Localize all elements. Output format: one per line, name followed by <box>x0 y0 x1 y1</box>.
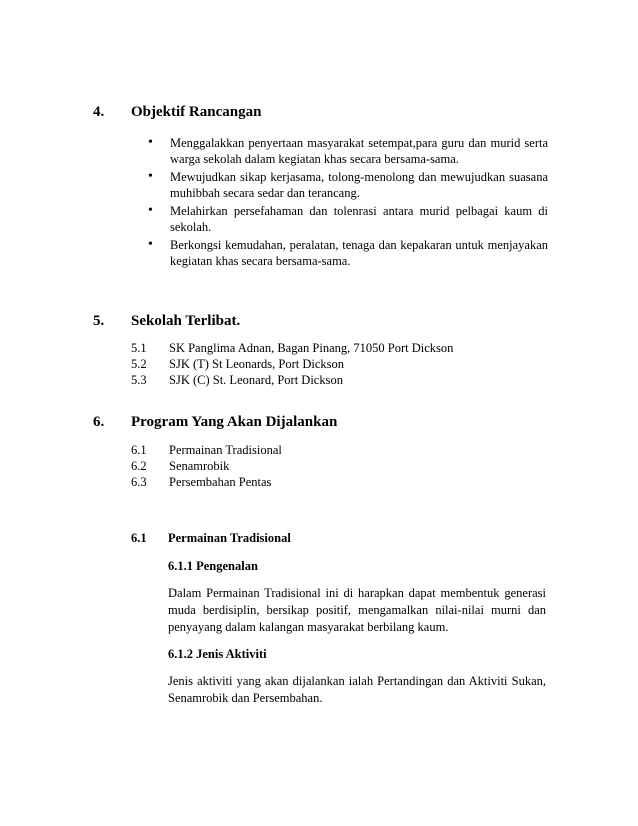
list-item <box>131 442 282 458</box>
item-text: Permainan Tradisional <box>169 443 282 457</box>
programs-list <box>131 442 282 490</box>
pengenalan-heading: 6.1.1 Pengenalan <box>168 559 258 573</box>
item-number: 5.1 <box>131 341 147 355</box>
item-number: 6.2 <box>131 459 147 473</box>
section-4-number: 4. <box>93 104 105 120</box>
bullet-icon: • <box>148 135 153 150</box>
list-item <box>148 135 548 167</box>
list-item <box>131 372 453 388</box>
item-number: 6.3 <box>131 475 147 489</box>
item-number: 6.1 <box>131 443 147 457</box>
jenis-aktiviti-paragraph: Jenis aktiviti yang akan dijalankan ialah Pertandingan dan Aktiviti Sukan, Senamrobik dan Persembahan. <box>168 674 546 705</box>
list-item <box>148 203 548 235</box>
item-number: 5.2 <box>131 357 147 371</box>
list-item <box>148 169 548 201</box>
objective-text: Mewujudkan sikap kerjasama, tolong-menolong dan mewujudkan suasana muhibbah secara sedar dan terancang. <box>170 170 548 200</box>
list-item <box>148 237 548 269</box>
item-text: Senamrobik <box>169 459 230 473</box>
section-6-number: 6. <box>93 414 105 430</box>
section-5-title: Sekolah Terlibat. <box>131 313 241 329</box>
bullet-icon: • <box>148 203 153 218</box>
list-item <box>131 458 282 474</box>
section-6-title: Program Yang Akan Dijalankan <box>131 414 338 430</box>
item-text: Persembahan Pentas <box>169 475 272 489</box>
section-5-number: 5. <box>93 313 105 329</box>
item-number: 5.3 <box>131 373 147 387</box>
bullet-icon: • <box>148 169 153 184</box>
objective-text: Melahirkan persefahaman dan tolenrasi antara murid pelbagai kaum di sekolah. <box>170 204 548 234</box>
item-text: SJK (C) St. Leonard, Port Dickson <box>169 373 343 387</box>
list-item <box>131 340 453 356</box>
list-item <box>131 474 282 490</box>
list-item <box>131 356 453 372</box>
section-4-title: Objektif Rancangan <box>131 104 262 120</box>
objectives-list <box>148 135 548 271</box>
objective-text: Menggalakkan penyertaan masyarakat setempat,para guru dan murid serta warga sekolah dalam kegiatan khas secara bersama-sama. <box>170 136 548 166</box>
objective-text: Berkongsi kemudahan, peralatan, tenaga dan kepakaran untuk menjayakan kegiatan khas secara bersama-sama. <box>170 238 548 268</box>
item-text: SK Panglima Adnan, Bagan Pinang, 71050 Port Dickson <box>169 341 454 355</box>
schools-list <box>131 340 453 388</box>
subsection-title: Permainan Tradisional <box>168 531 291 545</box>
jenis-aktiviti-heading: 6.1.2 Jenis Aktiviti <box>168 647 267 661</box>
pengenalan-paragraph: Dalam Permainan Tradisional ini di harapkan dapat membentuk generasi muda berdisiplin, bersikap positif, mengamalkan nilai-nilai murni dan penyayang dalam kalangan masyarakat berbilang kaum. <box>168 586 546 634</box>
item-text: SJK (T) St Leonards, Port Dickson <box>169 357 344 371</box>
subsection-number: 6.1 <box>131 531 147 545</box>
bullet-icon: • <box>148 237 153 252</box>
